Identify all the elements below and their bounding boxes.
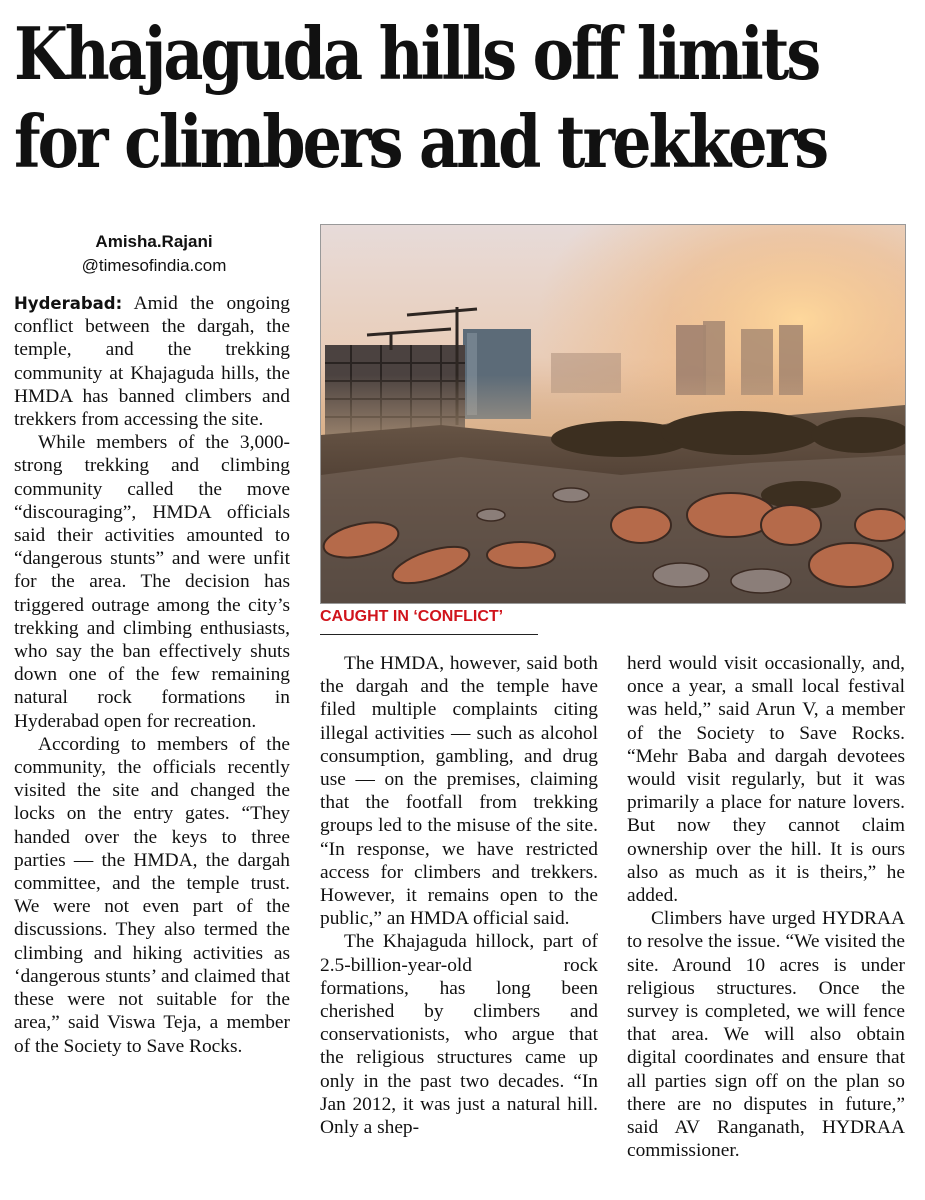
author-name: Amisha.Rajani bbox=[95, 232, 213, 251]
dateline: Hyderabad: bbox=[14, 294, 123, 313]
paragraph: Climbers have urged HYDRAA to resolve the issue. “We visited the site. Around 10 acres is under religious structures. Once the survey is completed, we will fence that area. We will also obtain digital coordinates and ensure that all parties sign off on the plan so there are no disputes in future,” said AV Ranganath, HYDRAA commissioner. bbox=[627, 908, 905, 1162]
paragraph: While members of the 3,000-strong trekking and climbing community called the move “discouraging”, HMDA officials said their activities amounted to “dangerous stunts” and were unfit for the area. The decision has triggered outrage among the city’s trekking and climbing enthusiasts, who say the ban effectively shuts down one of the few remaining natural rock formations in Hyderabad open for recreation. bbox=[14, 432, 290, 732]
paragraph-text: Amid the ongoing conflict between the dargah, the temple, and the trekking community at Khajaguda hills, the HMDA has banned climbers and trekkers from accessing the site. bbox=[14, 293, 290, 431]
paragraph: According to members of the community, the officials recently visited the site and changed the locks on the entry gates. “They handed over the keys to three parties — the HMDA, the dargah committee, and the temple trust. We were not even part of the discussions. They also termed the climbing and hiking activities as ‘dangerous stunts’ and claimed that these were not suitable for the area,” said Viswa Teja, a member of the Society to Save Rocks. bbox=[14, 733, 290, 1057]
byline bbox=[14, 230, 294, 278]
paragraph bbox=[14, 292, 290, 431]
photo-caption: CAUGHT IN ‘CONFLICT’ bbox=[320, 606, 538, 635]
article-column-2 bbox=[320, 652, 598, 1139]
author-handle: @timesofindia.com bbox=[81, 256, 227, 275]
article-photo bbox=[320, 224, 906, 604]
headline bbox=[14, 10, 827, 186]
paragraph: herd would visit occasionally, and, once a year, a small local festival was held,” said Arun V, a member of the Society to Save Rocks. “Mehr Baba and dargah devotees would visit regularly, but it was primarily a place for nature lovers. But now they cannot claim ownership over the hill. It is ours also as much as it is theirs,” he added. bbox=[627, 653, 905, 907]
paragraph: The Khajaguda hillock, part of 2.5-billion-year-old rock formations, has long been cherished by climbers and conservationists, who argue that the religious structures came up only in the past two decades. “In Jan 2012, it was just a natural hill. Only a shep- bbox=[320, 931, 598, 1139]
article-column-3 bbox=[627, 652, 905, 1162]
paragraph: The HMDA, however, said both the dargah and the temple have filed multiple complaints citing illegal activities — such as alcohol consumption, gambling, and drug use — on the premises, claiming that the footfall from trekking groups led to the misuse of the site. “In response, we have restricted access for climbers and trekkers. However, it remains open to the public,” an HMDA official said. bbox=[320, 653, 598, 930]
article-column-1 bbox=[14, 292, 290, 1058]
headline-line-1: Khajaguda hills off limits bbox=[14, 11, 819, 96]
headline-line-2: for climbers and trekkers bbox=[14, 99, 827, 184]
